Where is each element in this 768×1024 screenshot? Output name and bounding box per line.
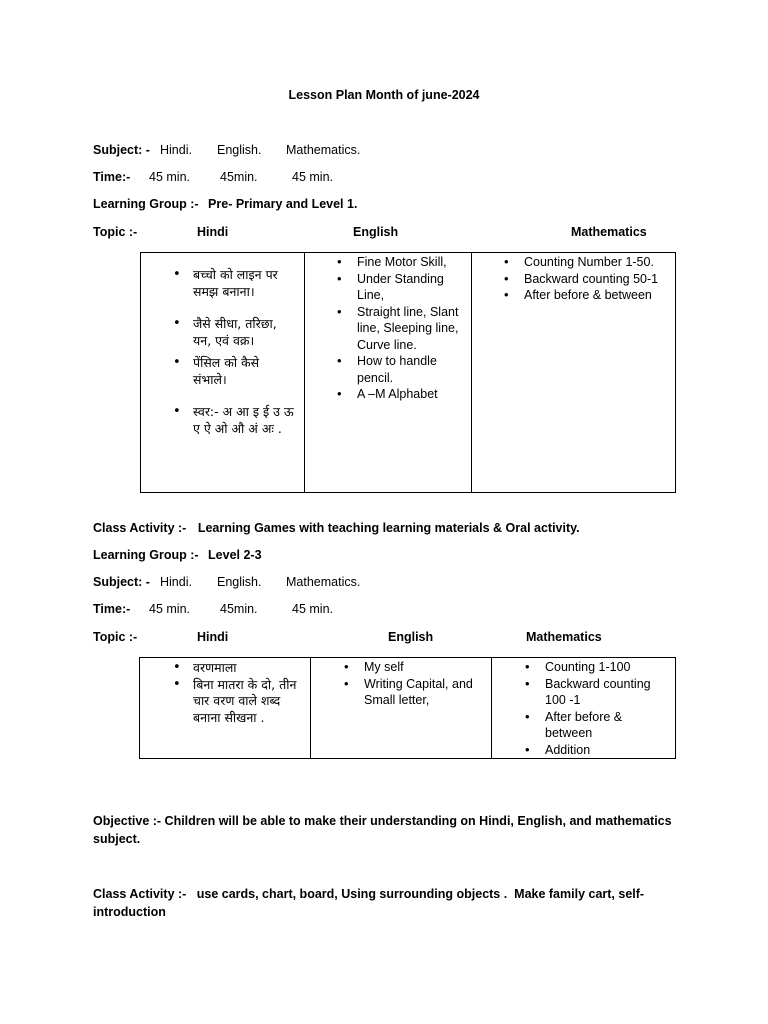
class-activity-line-1	[93, 521, 580, 535]
list-item: • बिना मातरा के दो, तीन चार वरण वाले शब्द बनाना सीखना .	[193, 677, 302, 727]
list-item: • A –M Alphabet	[357, 386, 465, 403]
hindi-cell-2	[140, 658, 311, 759]
topic-table-1	[140, 252, 676, 493]
objective-paragraph: Objective :- Children will be able to make their understanding on Hindi, English, and mathematics subject.	[93, 814, 672, 846]
list-item: • Straight line, Slant line, Sleeping line, Curve line.	[357, 304, 465, 354]
time-line-2	[93, 602, 333, 616]
topic-math: Mathematics	[526, 630, 602, 644]
list-item: • How to handle pencil.	[357, 353, 465, 386]
math-list-2	[492, 658, 675, 758]
hindi-list-1	[141, 253, 304, 437]
topic-hindi: Hindi	[197, 630, 229, 644]
learning-group-line-1	[93, 197, 357, 211]
list-item: • My self	[364, 659, 483, 676]
math-cell-1	[472, 253, 676, 493]
time-line-1	[93, 170, 333, 184]
list-item: • Counting Number 1-50.	[524, 254, 671, 271]
list-item: • Backward counting 50-1	[524, 271, 671, 288]
math-list-1	[472, 253, 675, 304]
list-item: • जैसे सीधा, तरिछा, यन, एवं वक्र।	[193, 316, 296, 349]
list-item: • After before & between	[545, 709, 671, 742]
topic-line-1	[93, 225, 693, 239]
subject-label: Subject: -	[93, 143, 150, 157]
subject-english: English.	[217, 575, 262, 589]
group-label: Learning Group :-	[93, 197, 199, 211]
time-math: 45 min.	[292, 602, 333, 616]
english-cell-2	[311, 658, 492, 759]
english-cell-1	[305, 253, 472, 493]
subject-label: Subject: -	[93, 575, 150, 589]
topic-table-2	[139, 657, 676, 759]
list-item: • Writing Capital, and Small letter,	[364, 676, 483, 709]
group-value: Level 2-3	[208, 548, 262, 562]
group-label: Learning Group :-	[93, 548, 199, 562]
topic-label: Topic :-	[93, 630, 138, 644]
list-item: • Counting 1-100	[545, 659, 671, 676]
learning-group-line-2	[93, 548, 262, 562]
topic-line-2	[93, 630, 693, 644]
topic-english: English	[353, 225, 399, 239]
subject-math: Mathematics.	[286, 575, 361, 589]
topic-math: Mathematics	[571, 225, 647, 239]
subject-english: English.	[217, 143, 262, 157]
topic-hindi: Hindi	[197, 225, 229, 239]
english-list-2	[311, 658, 491, 709]
page-title: Lesson Plan Month of june-2024	[288, 88, 480, 102]
subject-line-2	[93, 575, 361, 589]
english-list-1	[305, 253, 471, 403]
list-item: • Fine Motor Skill,	[357, 254, 465, 271]
hindi-list-2	[140, 658, 310, 726]
topic-english: English	[388, 630, 434, 644]
list-item: • Backward counting 100 -1	[545, 676, 671, 709]
math-cell-2	[492, 658, 676, 759]
time-english: 45min.	[220, 602, 258, 616]
time-hindi: 45 min.	[149, 602, 190, 616]
time-english: 45min.	[220, 170, 258, 184]
list-item: • बच्चो को लाइन पर समझ बनाना।	[193, 267, 296, 300]
class-activity-paragraph: Class Activity :- use cards, chart, board, Using surrounding objects . Make family cart, self-introduction	[93, 887, 645, 919]
hindi-cell-1	[141, 253, 305, 493]
list-item: • Addition	[545, 742, 671, 759]
time-math: 45 min.	[292, 170, 333, 184]
subject-line-1	[93, 143, 361, 157]
list-item: • After before & between	[524, 287, 671, 304]
list-item: • पेंसिल को कैसे संभाले।	[193, 355, 296, 388]
subject-math: Mathematics.	[286, 143, 361, 157]
subject-hindi: Hindi.	[160, 143, 192, 157]
time-label: Time:-	[93, 170, 131, 184]
list-item: • वरणमाला	[193, 660, 302, 677]
activity-value: Learning Games with teaching learning materials & Oral activity.	[197, 521, 580, 535]
time-label: Time:-	[93, 602, 131, 616]
time-hindi: 45 min.	[149, 170, 190, 184]
activity-label: Class Activity :-	[93, 521, 187, 535]
subject-hindi: Hindi.	[160, 575, 192, 589]
topic-label: Topic :-	[93, 225, 138, 239]
group-value: Pre- Primary and Level 1.	[208, 197, 358, 211]
list-item: • Under Standing Line,	[357, 271, 465, 304]
list-item: • स्वर:- अ आ इ ई उ ऊ ए ऐ ओ औ अं अः .	[193, 404, 296, 437]
